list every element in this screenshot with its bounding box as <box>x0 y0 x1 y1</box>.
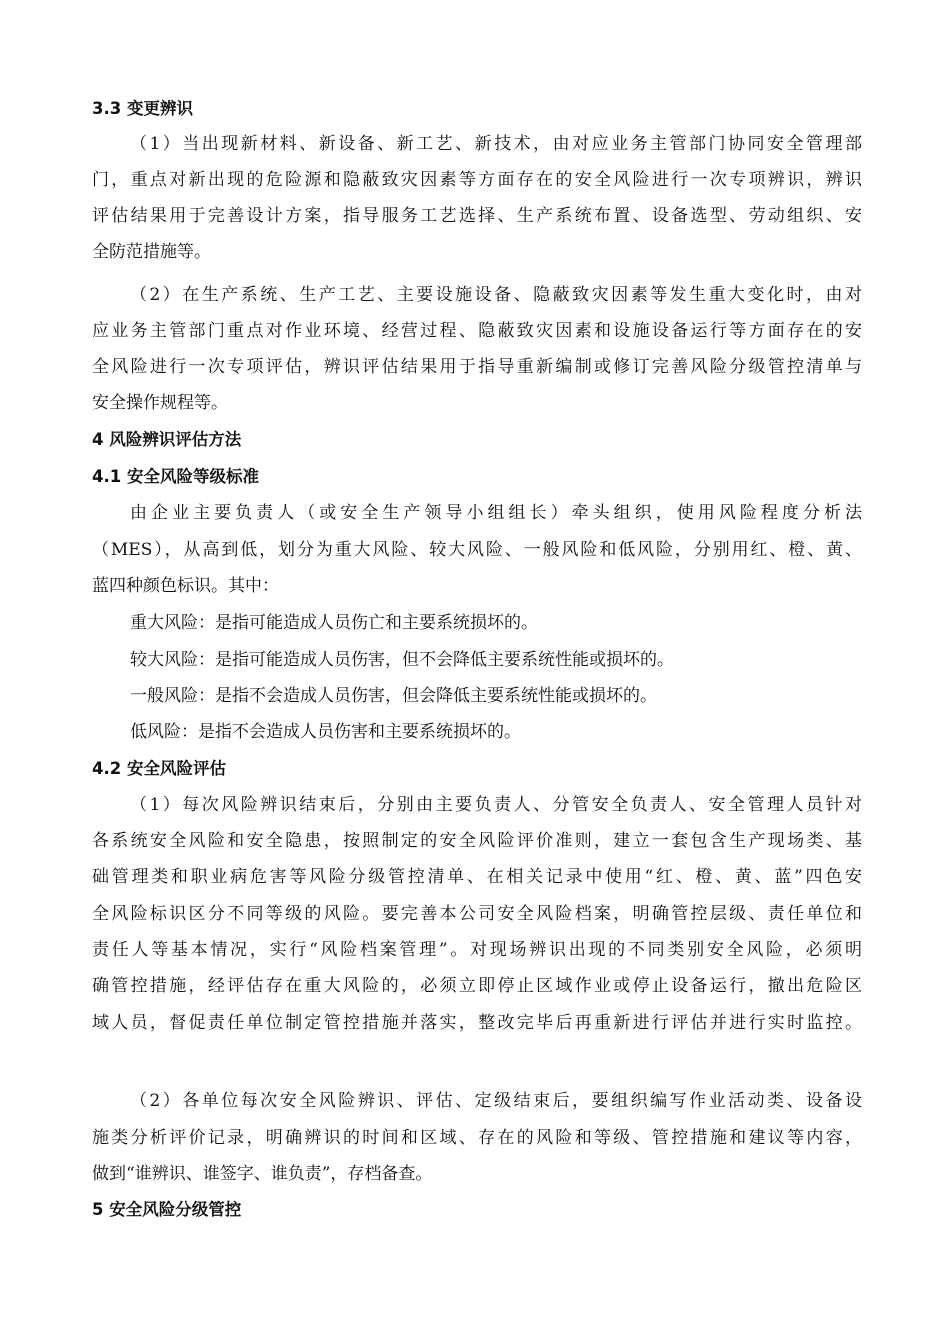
risk-definition-low: 低风险：是指不会造成人员伤害和主要系统损坏的。 <box>130 722 521 742</box>
paragraph-line: 由企业主要负责人（或安全生产领导小组组长）牵头组织，使用风险程度分析法 <box>130 503 862 523</box>
paragraph-line: 施类分析评价记录，明确辨识的时间和区域、存在的风险和等级、管控措施和建议等内容， <box>92 1128 862 1148</box>
paragraph-line: 门，重点对新出现的危险源和隐蔽致灾因素等方面存在的安全风险进行一次专项辨识，辨识 <box>92 170 862 190</box>
paragraph-line: （1）当出现新材料、新设备、新工艺、新技术，由对应业务主管部门协同安全管理部 <box>130 134 862 154</box>
paragraph-line: 评估结果用于完善设计方案，指导服务工艺选择、生产系统布置、设备选型、劳动组织、安 <box>92 206 862 226</box>
paragraph-line: 蓝四种颜色标识。其中： <box>92 576 279 596</box>
paragraph-line: 责任人等基本情况，实行“风险档案管理”。对现场辨识出现的不同类别安全风险，必须明 <box>92 940 862 960</box>
paragraph-line: 各系统安全风险和安全隐患，按照制定的安全风险评价准则，建立一套包含生产现场类、基 <box>92 831 862 851</box>
paragraph-line: 应业务主管部门重点对作业环境、经营过程、隐蔽致灾因素和设施设备运行等方面存在的安 <box>92 321 862 341</box>
section-heading-4-2: 4.2 安全风险评估 <box>92 759 226 778</box>
section-heading-5: 5 安全风险分级管控 <box>92 1200 242 1219</box>
paragraph-line: （2）各单位每次安全风险辨识、评估、定级结束后，要组织编写作业活动类、设备设 <box>130 1091 862 1111</box>
paragraph-line: 做到“谁辨识、谁签字、谁负责”，存档备查。 <box>92 1164 433 1184</box>
paragraph-line: 确管控措施，经评估存在重大风险的，必须立即停止区域作业或停止设备运行，撤出危险区 <box>92 976 862 996</box>
paragraph-line: 域人员，督促责任单位制定管控措施并落实，整改完毕后再重新进行评估并进行实时监控。 <box>92 1013 862 1033</box>
section-heading-4: 4 风险辨识评估方法 <box>92 430 242 449</box>
paragraph-line: 安全操作规程等。 <box>92 393 228 413</box>
paragraph-line: 全防范措施等。 <box>92 242 211 262</box>
risk-definition-large: 较大风险：是指可能造成人员伤害，但不会降低主要系统性能或损坏的。 <box>130 650 674 670</box>
paragraph-line: （2）在生产系统、生产工艺、主要设施设备、隐蔽致灾因素等发生重大变化时，由对 <box>130 285 862 305</box>
paragraph-line: （MES），从高到低，划分为重大风险、较大风险、一般风险和低风险，分别用红、橙、黄、 <box>92 540 862 560</box>
section-heading-3-3: 3.3 变更辨识 <box>92 99 193 118</box>
paragraph-line: （1）每次风险辨识结束后，分别由主要负责人、分管安全负责人、安全管理人员针对 <box>130 795 862 815</box>
risk-definition-major: 重大风险：是指可能造成人员伤亡和主要系统损坏的。 <box>130 613 538 633</box>
section-heading-4-1: 4.1 安全风险等级标准 <box>92 467 259 486</box>
paragraph-line: 础管理类和职业病危害等风险分级管控清单、在相关记录中使用“红、橙、黄、蓝”四色安 <box>92 867 862 887</box>
risk-definition-general: 一般风险：是指不会造成人员伤害，但会降低主要系统性能或损坏的。 <box>130 686 657 706</box>
paragraph-line: 全风险标识区分不同等级的风险。要完善本公司安全风险档案，明确管控层级、责任单位和 <box>92 904 862 924</box>
paragraph-line: 全风险进行一次专项评估，辨识评估结果用于指导重新编制或修订完善风险分级管控清单与 <box>92 357 862 377</box>
